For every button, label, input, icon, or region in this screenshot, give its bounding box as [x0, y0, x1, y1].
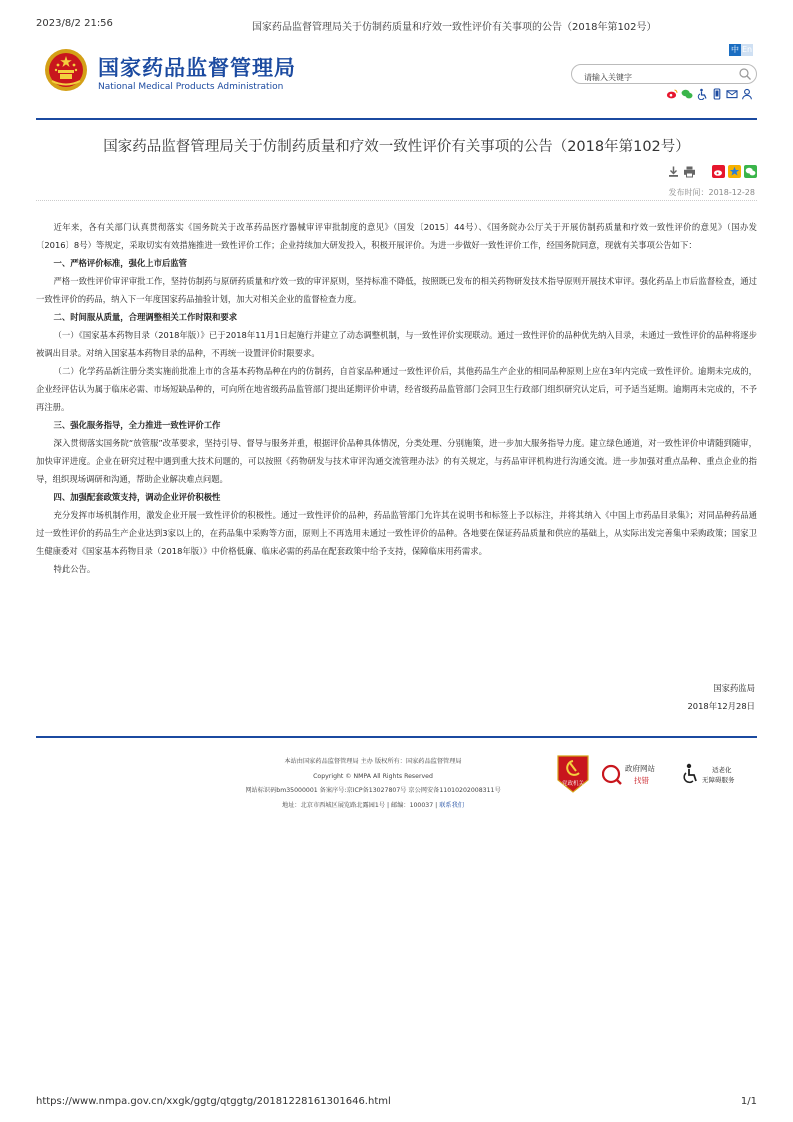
- wechat-share-icon[interactable]: [744, 165, 757, 178]
- footer-address-text: 地址：北京市西城区展览路北露园1号 | 邮编：100037 |: [282, 801, 440, 809]
- national-emblem-icon[interactable]: [44, 48, 88, 92]
- print-footer: [36, 1096, 757, 1107]
- party-badge-label: 党政机关: [561, 781, 585, 787]
- footer-sponsor: 本站由国家药品监督管理局 主办 版权所有：国家药品监督管理局: [284, 758, 462, 765]
- language-switch: [729, 44, 753, 56]
- print-timestamp: 2023/8/2 21:56: [36, 18, 113, 29]
- party-government-badge[interactable]: [556, 754, 590, 794]
- site-error-report-badge[interactable]: [602, 760, 664, 788]
- section-heading: 三、强化服务指导，全力推进一致性评价工作: [53, 420, 221, 430]
- footer-divider: [36, 736, 757, 738]
- footer-info: [200, 755, 546, 813]
- signature-date: 2018年12月28日: [687, 701, 755, 711]
- paragraph: 充分发挥市场机制作用，激发企业开展一致性评价的积极性。通过一致性评价的品种，药品监管部门允许其在说明书和标签上予以标注，并将其纳入《中国上市药品目录集》；对同品种药品通过一致性评价的药品生产企业达到3家以上的，在药品集中采购等方面，原则上不再选用未通过一致性评价的品种。各地要在保证药品质量和供应的基础上，从实际出发完善集中采购政策；国家卫生健康委对《国家基本药物目录（2018年版）》中价格低廉、临床必需的药品在配套政策中给予支持，保障临床用药需求。: [36, 510, 757, 556]
- site-header: [36, 42, 757, 116]
- paragraph: 近年来，各有关部门认真贯彻落实《国务院关于改革药品医疗器械审评审批制度的意见》（国发〔2015〕44号）、《国务院办公厅关于开展仿制药质量和疗效一致性评价的意见》（国办发〔2016〕8号）等规定，采取切实有效措施推进一致性评价工作；企业持续加大研发投入，积极开展评价。为进一步做好一致性评价工作，经国务院同意，现就有关事项公告如下：: [36, 222, 757, 250]
- print-icon[interactable]: [683, 165, 696, 178]
- error-badge-line1: 政府网站: [625, 764, 655, 773]
- header-divider: [36, 118, 757, 120]
- print-page-number: 1/1: [740, 1096, 757, 1107]
- access-badge-line1: 适老化: [712, 766, 732, 774]
- paragraph: 特此公告。: [53, 564, 96, 574]
- section-heading: 二、时间服从质量，合理调整相关工作时限和要求: [53, 312, 238, 322]
- paragraph: 深入贯彻落实国务院“放管服”改革要求，坚持引导、督导与服务并重，根据评价品种具体情况，分类处理、分别施策，进一步加大服务指导力度。建立绿色通道，对一致性评价申请随到随审，加快审评进度。企业在研究过程中遇到重大技术问题的，可以按照《药物研发与技术审评沟通交流管理办法》的有关规定，与药品审评机构进行沟通交流。进一步加强对重点品种、重点企业的指导，组织现场调研和沟通，帮助企业解决难点问题。: [36, 438, 757, 484]
- footer-registration: 网站标识码bm35000001 备案序号:京ICP备13027807号 京公网安备11010202008311号: [245, 787, 501, 794]
- signature: [688, 679, 756, 715]
- article-body: [36, 218, 757, 578]
- article-tools: [667, 164, 757, 178]
- social-icons: [666, 88, 753, 100]
- weibo-share-icon[interactable]: [712, 165, 725, 178]
- publish-date: 发布时间：2018-12-28: [668, 188, 755, 197]
- print-doc-title: 国家药品监督管理局关于仿制药质量和疗效一致性评价有关事项的公告（2018年第102号）: [252, 22, 657, 33]
- footer-copyright: Copyright © NMPA All Rights Reserved: [313, 772, 433, 780]
- search-icon[interactable]: [738, 67, 752, 81]
- qzone-share-icon[interactable]: [728, 165, 741, 178]
- access-badge-line2: 无障碍服务: [702, 776, 735, 784]
- accessibility-service-badge[interactable]: [680, 762, 748, 786]
- paragraph: （一）《国家基本药物目录（2018年版）》已于2018年11月1日起施行并建立了动态调整机制，与一致性评价实现联动。通过一致性评价的品种优先纳入目录，未通过一致性评价的品种将逐步被调出目录。对纳入国家基本药物目录的品种，不再统一设置评价时限要求。: [36, 330, 757, 358]
- wechat-icon[interactable]: [681, 88, 693, 100]
- footer-address: [200, 799, 546, 814]
- weibo-icon[interactable]: [666, 88, 678, 100]
- site-name-english: National Medical Products Administration: [98, 82, 284, 92]
- search-box: [571, 64, 757, 84]
- download-icon[interactable]: [667, 165, 680, 178]
- paragraph: （二）化学药品新注册分类实施前批准上市的含基本药物品种在内的仿制药，自首家品种通过一致性评价后，其他药品生产企业的相同品种原则上应在3年内完成一致性评价。逾期未完成的，企业经评估认为属于临床必需、市场短缺品种的，可向所在地省级药品监管部门提出延期评价申请，经省级药品监管部门会同卫生行政部门组织研究认定后，可予适当延期。逾期再未完成的，不予再注册。: [36, 366, 757, 412]
- accessibility-icon[interactable]: [696, 88, 708, 100]
- paragraph: 严格一致性评价审评审批工作，坚持仿制药与原研药质量和疗效一致的审评原则，坚持标准不降低，按照既已发布的相关药物研发技术指导原则开展技术审评。强化药品上市后监督检查，通过一致性评价的药品，纳入下一年度国家药品抽验计划，加大对相关企业的监督检查力度。: [36, 276, 757, 304]
- mobile-icon[interactable]: [711, 88, 723, 100]
- article-title: 国家药品监督管理局关于仿制药质量和疗效一致性评价有关事项的公告（2018年第102号）: [103, 139, 690, 155]
- section-heading: 四、加强配套政策支持，调动企业评价积极性: [53, 492, 221, 502]
- user-icon[interactable]: [741, 88, 753, 100]
- lang-english-button[interactable]: En: [741, 45, 753, 54]
- search-input[interactable]: [584, 70, 734, 86]
- error-badge-line2: 找错: [634, 776, 649, 785]
- lang-chinese-button[interactable]: 中: [731, 45, 739, 54]
- contact-us-link[interactable]: 联系我们: [439, 801, 464, 809]
- mail-icon[interactable]: [726, 88, 738, 100]
- section-heading: 一、严格评价标准，强化上市后监管: [53, 258, 188, 268]
- print-url: https://www.nmpa.gov.cn/xxgk/ggtg/qtggtg/20181228161301646.html: [36, 1096, 391, 1107]
- date-divider: [36, 200, 757, 201]
- signature-org: 国家药监局: [713, 683, 755, 693]
- site-name[interactable]: 国家药品监督管理局: [98, 56, 296, 80]
